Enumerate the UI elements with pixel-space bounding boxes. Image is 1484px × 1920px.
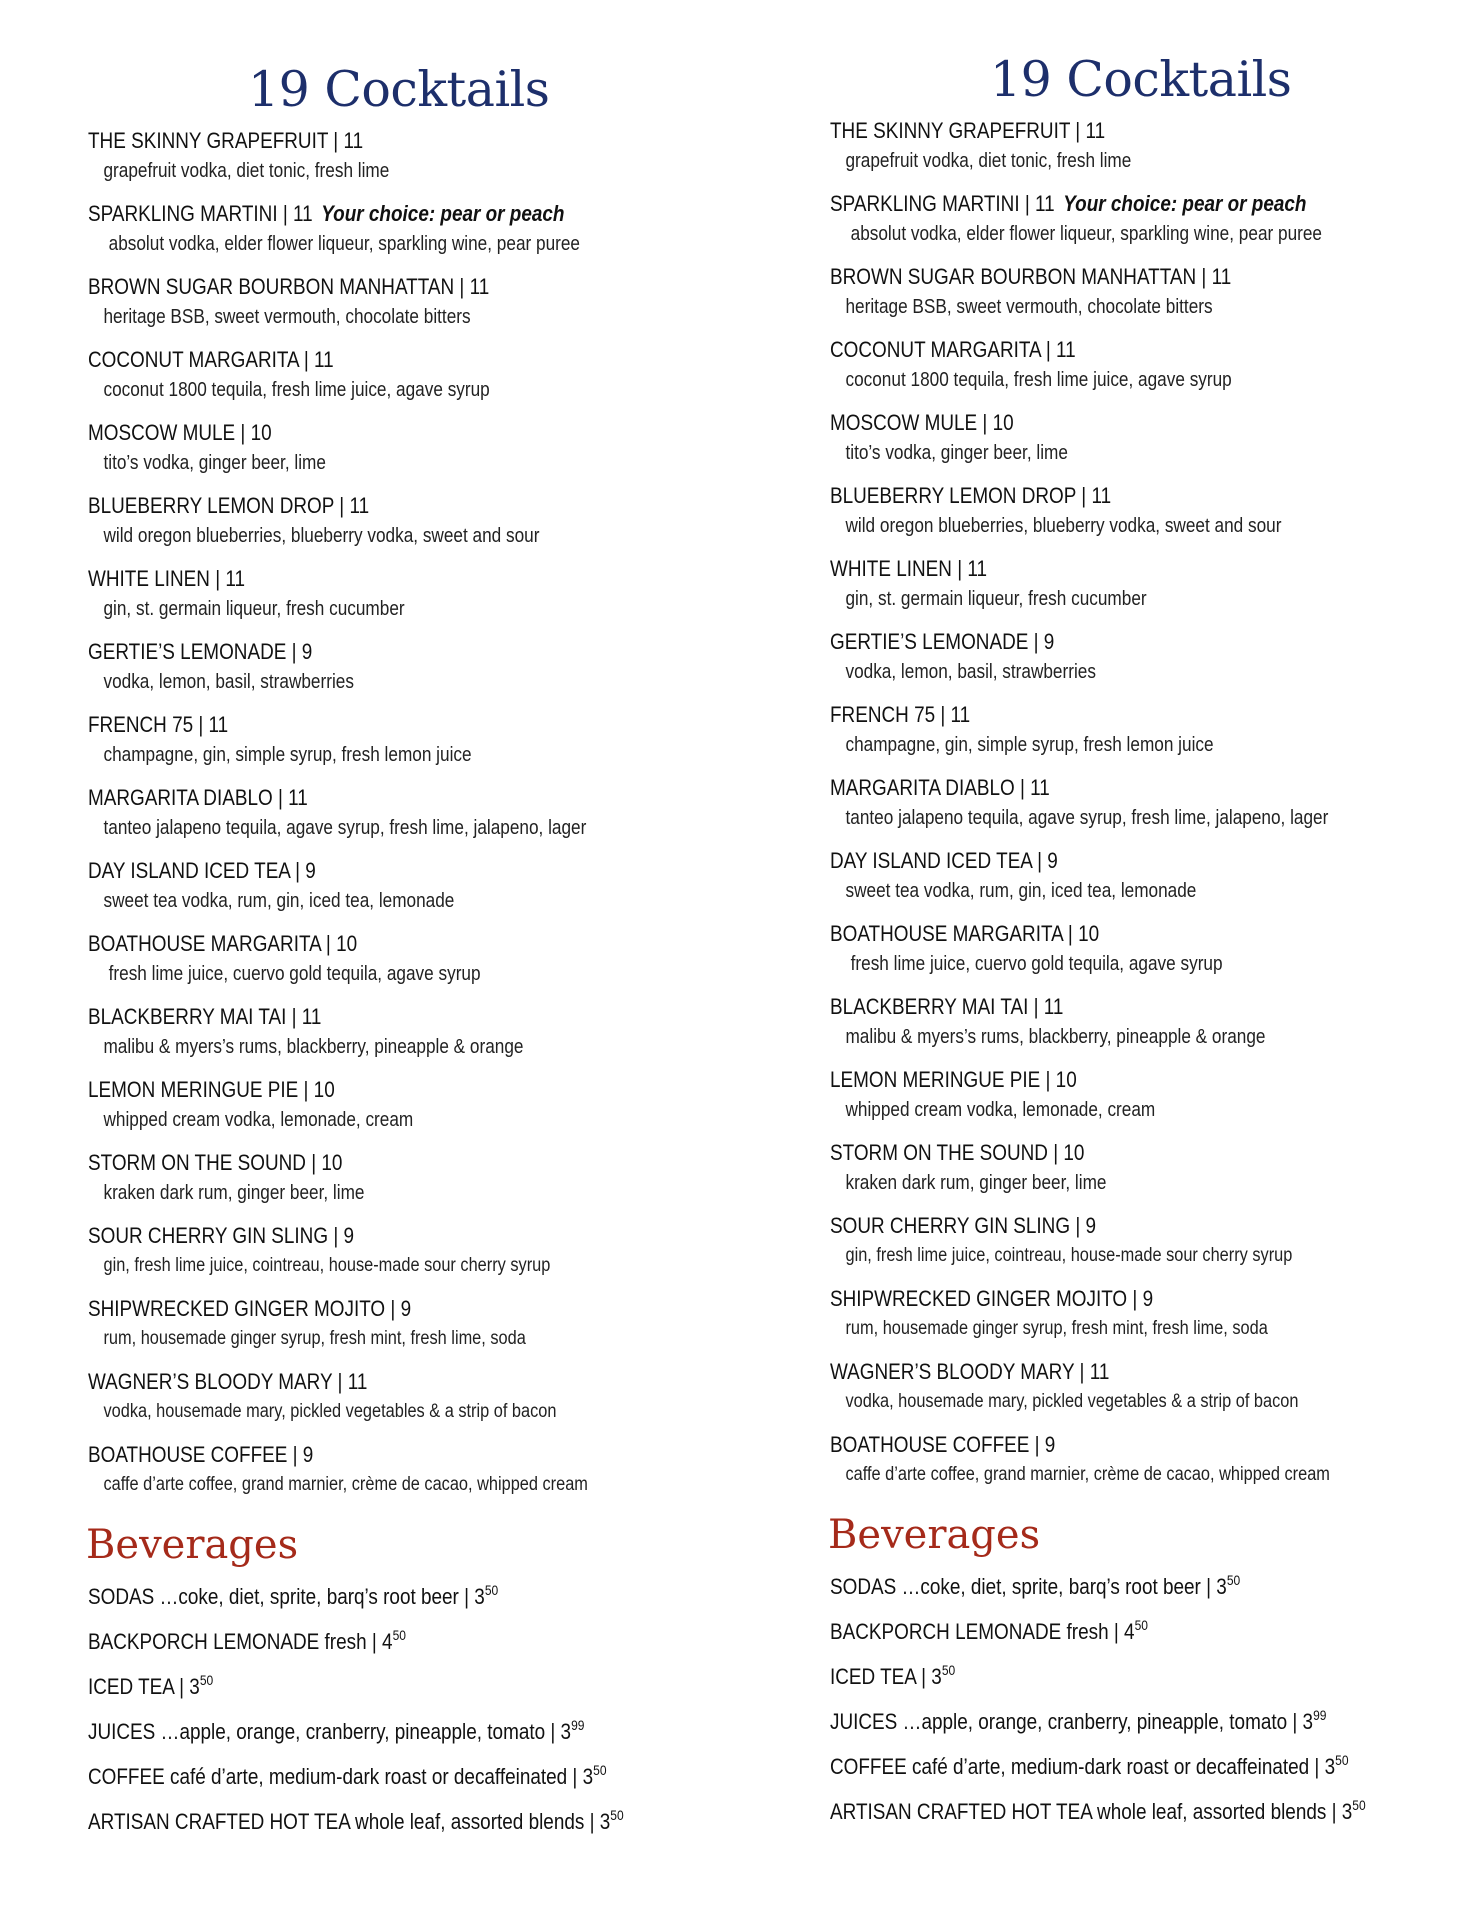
cocktail-name [88, 1002, 690, 1032]
price-cents: 50 [593, 1762, 607, 1778]
beverage-price [600, 1809, 624, 1834]
cocktail-description: whipped cream vodka, lemonade, cream [103, 1109, 414, 1131]
cocktail-name [88, 783, 690, 813]
cocktail-name [830, 1357, 1432, 1387]
cocktail-name [830, 1284, 1432, 1314]
menu-column-right [830, 50, 1484, 1835]
cocktail-name [830, 1211, 1432, 1241]
cocktail-item [88, 491, 788, 564]
cocktail-description: tito’s vodka, ginger beer, lime [103, 452, 326, 474]
cocktail-name [830, 408, 1432, 438]
beverage-price [474, 1584, 498, 1609]
cocktail-description: kraken dark rum, ginger beer, lime [103, 1182, 365, 1204]
cocktail-name-text: STORM ON THE SOUND | 10 [88, 1150, 343, 1175]
cocktail-name-text: WHITE LINEN | 11 [88, 566, 246, 591]
cocktail-item [830, 189, 1484, 262]
cocktail-description: kraken dark rum, ginger beer, lime [845, 1172, 1107, 1194]
cocktail-description: gin, st. germain liqueur, fresh cucumber [103, 598, 405, 620]
beverage-item [830, 1655, 1432, 1700]
cocktail-name-text: BLUEBERRY LEMON DROP | 11 [88, 493, 370, 518]
beverage-text: ICED TEA | [88, 1674, 190, 1699]
cocktail-name-text: GERTIE’S LEMONADE | 9 [830, 629, 1055, 654]
cocktail-item [88, 637, 788, 710]
beverages-title: Beverages [828, 1512, 1041, 1558]
beverage-text: JUICES …apple, orange, cranberry, pineapple, tomato | [88, 1719, 561, 1744]
cocktail-item [830, 627, 1484, 700]
cocktail-item [88, 418, 788, 491]
cocktail-name-text: THE SKINNY GRAPEFRUIT | 11 [88, 128, 364, 153]
cocktail-name-text: SHIPWRECKED GINGER MOJITO | 9 [830, 1286, 1154, 1311]
beverage-price [583, 1764, 607, 1789]
price-cents: 50 [1352, 1797, 1366, 1813]
price-cents: 50 [1335, 1752, 1349, 1768]
cocktail-name-text: WAGNER’S BLOODY MARY | 11 [830, 1359, 1110, 1384]
cocktail-name [830, 1138, 1432, 1168]
cocktails-title: 19 Cocktails [248, 61, 550, 118]
cocktail-description: whipped cream vodka, lemonade, cream [845, 1099, 1156, 1121]
cocktail-name [88, 126, 690, 156]
cocktail-name-text: FRENCH 75 | 11 [830, 702, 971, 727]
cocktail-item [830, 1284, 1484, 1357]
beverage-text: BACKPORCH LEMONADE fresh | [830, 1619, 1125, 1644]
cocktail-name [88, 199, 690, 229]
beverage-list [830, 1565, 1484, 1835]
beverage-item [88, 1710, 690, 1755]
cocktail-item [830, 262, 1484, 335]
cocktail-name [830, 481, 1432, 511]
cocktail-item [88, 1367, 788, 1440]
beverage-text: COFFEE café d’arte, medium-dark roast or decaffeinated | [830, 1754, 1325, 1779]
beverage-text: JUICES …apple, orange, cranberry, pineapple, tomato | [830, 1709, 1303, 1734]
cocktail-name-text: SOUR CHERRY GIN SLING | 9 [830, 1213, 1097, 1238]
cocktail-description: vodka, housemade mary, pickled vegetables & a strip of bacon [845, 1391, 1299, 1412]
price-dollars: 4 [382, 1629, 393, 1654]
cocktail-description: wild oregon blueberries, blueberry vodka, sweet and sour [845, 515, 1282, 537]
cocktail-description: fresh lime juice, cuervo gold tequila, agave syrup [108, 963, 481, 985]
cocktail-name [88, 929, 690, 959]
cocktail-description: vodka, lemon, basil, strawberries [103, 671, 354, 693]
price-dollars: 3 [1216, 1574, 1227, 1599]
cocktail-description: coconut 1800 tequila, fresh lime juice, agave syrup [845, 369, 1232, 391]
cocktail-item [88, 856, 788, 929]
cocktail-description: malibu & myers’s rums, blackberry, pineapple & orange [845, 1026, 1266, 1048]
cocktail-name [830, 919, 1432, 949]
cocktail-name [830, 1065, 1432, 1095]
cocktail-name [88, 1221, 690, 1251]
cocktail-item [88, 1002, 788, 1075]
price-cents: 50 [199, 1672, 214, 1688]
beverage-price [1303, 1709, 1327, 1734]
beverage-item [88, 1620, 690, 1665]
price-dollars: 3 [1341, 1799, 1353, 1824]
beverage-list [88, 1575, 788, 1845]
cocktail-name [830, 773, 1432, 803]
price-dollars: 4 [1124, 1619, 1135, 1644]
cocktail-description: rum, housemade ginger syrup, fresh mint, fresh lime, soda [845, 1318, 1268, 1339]
cocktail-item [88, 345, 788, 418]
cocktail-description: sweet tea vodka, rum, gin, iced tea, lemonade [845, 880, 1197, 902]
cocktail-item [830, 554, 1484, 627]
beverage-item [88, 1800, 690, 1845]
beverage-text: COFFEE café d’arte, medium-dark roast or decaffeinated | [88, 1764, 583, 1789]
price-cents: 50 [1226, 1572, 1241, 1588]
cocktail-item [830, 1138, 1484, 1211]
cocktail-choice-note: Your choice: pear or peach [321, 201, 565, 226]
cocktail-name-text: COCONUT MARGARITA | 11 [830, 337, 1076, 362]
price-dollars: 3 [560, 1719, 572, 1744]
cocktail-description: malibu & myers’s rums, blackberry, pineapple & orange [103, 1036, 524, 1058]
cocktail-description: tanteo jalapeno tequila, agave syrup, fresh lime, jalapeno, lager [845, 807, 1329, 829]
cocktail-item [88, 1440, 788, 1513]
cocktail-name-text: BOATHOUSE MARGARITA | 10 [830, 921, 1100, 946]
cocktail-name-text: BROWN SUGAR BOURBON MANHATTAN | 11 [830, 264, 1232, 289]
cocktail-name-text: MARGARITA DIABLO | 11 [88, 785, 308, 810]
cocktail-description: gin, fresh lime juice, cointreau, house-made sour cherry syrup [103, 1255, 551, 1276]
cocktail-item [88, 199, 788, 272]
cocktail-name-text: BLACKBERRY MAI TAI | 11 [88, 1004, 322, 1029]
beverage-item [88, 1665, 690, 1710]
cocktail-name-text: BOATHOUSE MARGARITA | 10 [88, 931, 358, 956]
cocktail-name-text: SOUR CHERRY GIN SLING | 9 [88, 1223, 355, 1248]
price-cents: 99 [571, 1717, 585, 1733]
beverage-item [830, 1610, 1432, 1655]
cocktail-description: gin, fresh lime juice, cointreau, house-made sour cherry syrup [845, 1245, 1293, 1266]
price-dollars: 3 [1324, 1754, 1336, 1779]
cocktail-item [830, 700, 1484, 773]
cocktail-name-text: FRENCH 75 | 11 [88, 712, 229, 737]
cocktail-description: champagne, gin, simple syrup, fresh lemon juice [845, 734, 1214, 756]
cocktail-name [88, 856, 690, 886]
cocktail-item [830, 1357, 1484, 1430]
cocktail-name-text: COCONUT MARGARITA | 11 [88, 347, 334, 372]
cocktail-name [830, 262, 1432, 292]
price-dollars: 3 [599, 1809, 611, 1834]
cocktail-name [88, 491, 690, 521]
cocktail-item [88, 1221, 788, 1294]
cocktail-description: tito’s vodka, ginger beer, lime [845, 442, 1068, 464]
cocktail-item [830, 846, 1484, 919]
price-cents: 50 [1134, 1617, 1148, 1633]
price-cents: 50 [610, 1807, 624, 1823]
cocktail-description: rum, housemade ginger syrup, fresh mint, fresh lime, soda [103, 1328, 526, 1349]
cocktail-name-text: STORM ON THE SOUND | 10 [830, 1140, 1085, 1165]
beverage-price [561, 1719, 585, 1744]
cocktail-list [830, 116, 1484, 1503]
cocktail-name [88, 637, 690, 667]
price-dollars: 3 [1302, 1709, 1314, 1734]
cocktail-name [88, 1294, 690, 1324]
cocktail-name-text: BOATHOUSE COFFEE | 9 [88, 1442, 314, 1467]
beverage-price [189, 1674, 213, 1699]
cocktail-item [830, 335, 1484, 408]
cocktail-item [88, 1075, 788, 1148]
cocktail-description: caffe d’arte coffee, grand marnier, crème de cacao, whipped cream [103, 1474, 588, 1495]
cocktail-name-text: MOSCOW MULE | 10 [88, 420, 272, 445]
beverage-text: BACKPORCH LEMONADE fresh | [88, 1629, 383, 1654]
cocktail-list [88, 126, 788, 1513]
cocktail-name-text: SPARKLING MARTINI | 11 [88, 201, 313, 226]
cocktail-item [830, 1211, 1484, 1284]
cocktail-item [88, 710, 788, 783]
cocktail-description: grapefruit vodka, diet tonic, fresh lime [103, 160, 390, 182]
cocktail-name [88, 1440, 690, 1470]
cocktail-name [88, 1148, 690, 1178]
beverage-price [1342, 1799, 1366, 1824]
cocktail-item [88, 564, 788, 637]
cocktail-name [88, 345, 690, 375]
cocktail-item [830, 481, 1484, 554]
cocktail-name [830, 846, 1432, 876]
cocktail-name-text: BROWN SUGAR BOURBON MANHATTAN | 11 [88, 274, 490, 299]
cocktail-description: vodka, housemade mary, pickled vegetables & a strip of bacon [103, 1401, 557, 1422]
price-dollars: 3 [189, 1674, 200, 1699]
cocktail-name [88, 710, 690, 740]
cocktail-item [88, 126, 788, 199]
cocktail-name-text: WHITE LINEN | 11 [830, 556, 988, 581]
beverage-text: SODAS …coke, diet, sprite, barq’s root beer | [830, 1574, 1217, 1599]
cocktail-item [88, 1148, 788, 1221]
cocktail-name [830, 554, 1432, 584]
beverage-item [830, 1565, 1432, 1610]
cocktail-description: vodka, lemon, basil, strawberries [845, 661, 1096, 683]
cocktail-item [830, 116, 1484, 189]
cocktail-name-text: LEMON MERINGUE PIE | 10 [830, 1067, 1077, 1092]
cocktail-name-text: BLUEBERRY LEMON DROP | 11 [830, 483, 1112, 508]
cocktail-description: heritage BSB, sweet vermouth, chocolate bitters [845, 296, 1213, 318]
cocktail-item [830, 1065, 1484, 1138]
cocktail-item [88, 1294, 788, 1367]
beverage-price [931, 1664, 955, 1689]
beverage-item [88, 1575, 690, 1620]
beverage-price [1124, 1619, 1148, 1644]
beverage-item [830, 1700, 1432, 1745]
cocktail-description: sweet tea vodka, rum, gin, iced tea, lemonade [103, 890, 455, 912]
cocktail-name-text: SPARKLING MARTINI | 11 [830, 191, 1055, 216]
cocktail-name-text: DAY ISLAND ICED TEA | 9 [88, 858, 316, 883]
beverage-price [382, 1629, 406, 1654]
price-dollars: 3 [931, 1664, 942, 1689]
cocktail-description: fresh lime juice, cuervo gold tequila, agave syrup [850, 953, 1223, 975]
price-dollars: 3 [582, 1764, 594, 1789]
cocktail-name-text: WAGNER’S BLOODY MARY | 11 [88, 1369, 368, 1394]
cocktail-description: wild oregon blueberries, blueberry vodka, sweet and sour [103, 525, 540, 547]
cocktail-name [830, 700, 1432, 730]
cocktail-name [830, 335, 1432, 365]
cocktail-name-text: SHIPWRECKED GINGER MOJITO | 9 [88, 1296, 412, 1321]
beverage-text: ICED TEA | [830, 1664, 932, 1689]
price-cents: 50 [484, 1582, 499, 1598]
cocktails-title: 19 Cocktails [990, 51, 1292, 108]
price-cents: 50 [392, 1627, 406, 1643]
cocktail-name-text: BLACKBERRY MAI TAI | 11 [830, 994, 1064, 1019]
beverage-item [88, 1755, 690, 1800]
beverage-text: ARTISAN CRAFTED HOT TEA whole leaf, assorted blends | [830, 1799, 1342, 1824]
cocktail-name [88, 272, 690, 302]
cocktail-description: absolut vodka, elder flower liqueur, sparkling wine, pear puree [108, 233, 581, 255]
cocktail-name-text: BOATHOUSE COFFEE | 9 [830, 1432, 1056, 1457]
beverage-item [830, 1745, 1432, 1790]
cocktail-item [88, 272, 788, 345]
cocktail-description: grapefruit vodka, diet tonic, fresh lime [845, 150, 1132, 172]
beverage-text: SODAS …coke, diet, sprite, barq’s root beer | [88, 1584, 475, 1609]
cocktail-description: heritage BSB, sweet vermouth, chocolate bitters [103, 306, 471, 328]
cocktail-description: champagne, gin, simple syrup, fresh lemon juice [103, 744, 472, 766]
menu-column-left [88, 60, 788, 1845]
cocktail-name [830, 627, 1432, 657]
cocktail-name-text: DAY ISLAND ICED TEA | 9 [830, 848, 1058, 873]
beverage-price [1216, 1574, 1240, 1599]
cocktail-name [830, 189, 1432, 219]
beverages-title: Beverages [86, 1522, 299, 1568]
beverage-item [830, 1790, 1432, 1835]
cocktail-name [830, 116, 1432, 146]
cocktail-name-text: MARGARITA DIABLO | 11 [830, 775, 1050, 800]
price-cents: 99 [1313, 1707, 1327, 1723]
cocktail-name [88, 564, 690, 594]
cocktail-name [830, 992, 1432, 1022]
cocktail-description: absolut vodka, elder flower liqueur, sparkling wine, pear puree [850, 223, 1323, 245]
cocktail-name-text: LEMON MERINGUE PIE | 10 [88, 1077, 335, 1102]
cocktail-name [830, 1430, 1432, 1460]
beverage-price [1325, 1754, 1349, 1779]
cocktail-choice-note: Your choice: pear or peach [1063, 191, 1307, 216]
cocktail-item [88, 783, 788, 856]
cocktail-description: coconut 1800 tequila, fresh lime juice, agave syrup [103, 379, 490, 401]
cocktail-item [830, 992, 1484, 1065]
cocktail-item [88, 929, 788, 1002]
beverage-text: ARTISAN CRAFTED HOT TEA whole leaf, assorted blends | [88, 1809, 600, 1834]
cocktail-description: tanteo jalapeno tequila, agave syrup, fresh lime, jalapeno, lager [103, 817, 587, 839]
cocktail-item [830, 408, 1484, 481]
cocktail-name-text: GERTIE’S LEMONADE | 9 [88, 639, 313, 664]
price-cents: 50 [941, 1662, 956, 1678]
cocktail-description: gin, st. germain liqueur, fresh cucumber [845, 588, 1147, 610]
cocktail-name [88, 1367, 690, 1397]
cocktail-name [88, 418, 690, 448]
cocktail-item [830, 1430, 1484, 1503]
cocktail-item [830, 919, 1484, 992]
price-dollars: 3 [474, 1584, 485, 1609]
cocktail-description: caffe d’arte coffee, grand marnier, crème de cacao, whipped cream [845, 1464, 1330, 1485]
cocktail-name-text: MOSCOW MULE | 10 [830, 410, 1014, 435]
cocktail-name-text: THE SKINNY GRAPEFRUIT | 11 [830, 118, 1106, 143]
cocktail-name [88, 1075, 690, 1105]
cocktail-item [830, 773, 1484, 846]
